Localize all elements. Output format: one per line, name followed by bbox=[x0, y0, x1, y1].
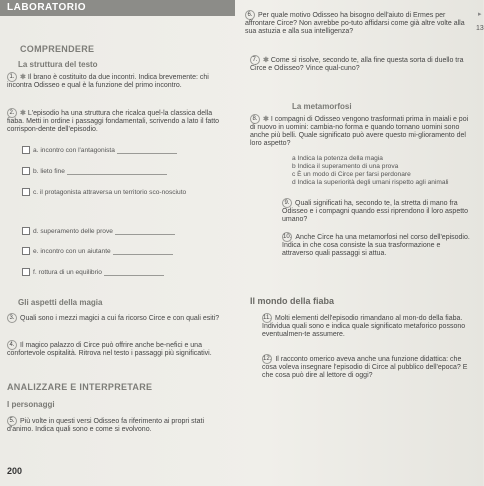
checkbox[interactable] bbox=[22, 227, 30, 235]
subsection-magia: Gli aspetti della magia bbox=[18, 298, 103, 307]
question-3 bbox=[7, 313, 225, 323]
question-text: Per quale motivo Odisseo ha bisogno dell'aiuto di Ermes per affrontare Circe? Non avrebbe po-tuto affidarsi come già altre volte alla sua astuzia e alla sua intelligenza? bbox=[245, 11, 465, 36]
question-7 bbox=[250, 55, 473, 73]
question-text: Più volte in questi versi Odisseo fa riferimento ai propri stati d'animo. Indica quali sono e come si evolvono. bbox=[7, 417, 205, 434]
question-text: Quali significati ha, secondo te, la stretta di mano fra Odisseo e i compagni quando essi riprendono il loro aspetto umano? bbox=[282, 199, 469, 224]
question-text: Il magico palazzo di Circe può offrire anche be-nefici e una confortevole ospitalità. Ritrova nel testo i passaggi più significativi. bbox=[7, 341, 212, 358]
checkbox[interactable] bbox=[22, 247, 30, 255]
subsection-fiaba: Il mondo della fiaba bbox=[250, 296, 335, 306]
question-number: 5. bbox=[7, 416, 17, 426]
option-e[interactable]: e. incontro con un aiutante bbox=[22, 247, 173, 255]
question-text: Quali sono i mezzi magici a cui fa ricorso Circe e con quali esiti? bbox=[20, 314, 220, 322]
question-number: 1. bbox=[7, 72, 17, 82]
q8-option-b[interactable]: b Indica il superamento di una prova bbox=[292, 163, 399, 170]
checkbox[interactable] bbox=[22, 146, 30, 154]
question-text: Molti elementi dell'episodio rimandano al mon-do della fiaba. Individua quali sono e indica quale significato metaforico possono eventualmen-te assumere. bbox=[262, 314, 466, 339]
question-text: Come si risolve, secondo te, alla fine questa sorta di duello tra Circe e Odisseo? Vince qual-cuno? bbox=[250, 56, 464, 73]
question-number: 12. bbox=[263, 356, 272, 362]
question-1 bbox=[7, 72, 225, 90]
section-comprendere: COMPRENDERE bbox=[20, 44, 95, 54]
question-number: 8. bbox=[250, 114, 260, 124]
question-text: Anche Circe ha una metamorfosi nel corso dell'episodio. Indica in che cosa consiste la sua trasformazione e attraverso quali passaggi si attua. bbox=[282, 233, 470, 258]
question-6 bbox=[245, 10, 473, 36]
star-icon: ✱ bbox=[263, 115, 269, 123]
side-question-number: 13 bbox=[476, 25, 484, 32]
page-number: 200 bbox=[7, 466, 23, 476]
question-text: Il brano è costituito da due incontri. Indica brevemente: chi incontra Odisseo e qual è la funzione del primo incontro. bbox=[7, 73, 209, 90]
checkbox[interactable] bbox=[22, 167, 30, 175]
q8-option-d[interactable]: d Indica la superiorità degli umani rispetto agli animali bbox=[292, 179, 449, 186]
section-analizzare: ANALIZZARE E INTERPRETARE bbox=[7, 382, 153, 392]
subsection-personaggi: I personaggi bbox=[7, 400, 55, 409]
laboratorio-banner: LABORATORIO bbox=[0, 0, 235, 16]
page-arrow-icon: ▸ bbox=[478, 11, 482, 18]
question-10 bbox=[282, 232, 473, 258]
question-12 bbox=[262, 354, 473, 380]
q8-option-a[interactable]: a Indica la potenza della magia bbox=[292, 155, 383, 162]
subsection-struttura: La struttura del testo bbox=[18, 60, 98, 69]
question-4 bbox=[7, 340, 225, 358]
q8-option-c[interactable]: c È un modo di Circe per farsi perdonare bbox=[292, 171, 411, 178]
option-b[interactable]: b. lieto fine bbox=[22, 167, 167, 175]
question-number: 10. bbox=[283, 234, 292, 240]
question-11 bbox=[262, 313, 473, 339]
option-c[interactable]: c. il protagonista attraversa un territorio sco-nosciuto bbox=[22, 188, 222, 196]
question-text: L'episodio ha una struttura che ricalca quel-la classica della fiaba. Metti in ordine i passaggi fondamentali, scrivendo a lato il fatto corrispon-dente dell'episodio. bbox=[7, 109, 220, 134]
question-number: 2. bbox=[7, 108, 17, 118]
question-5 bbox=[7, 416, 225, 434]
checkbox[interactable] bbox=[22, 188, 30, 196]
checkbox[interactable] bbox=[22, 268, 30, 276]
option-f[interactable]: f. rottura di un equilibrio bbox=[22, 268, 164, 276]
question-number: 4. bbox=[7, 340, 17, 350]
star-icon: ✱ bbox=[20, 109, 26, 117]
question-number: 9. bbox=[282, 198, 292, 208]
option-d[interactable]: d. superamento delle prove bbox=[22, 227, 175, 235]
question-8 bbox=[250, 114, 473, 149]
question-9 bbox=[282, 198, 473, 224]
question-2 bbox=[7, 108, 225, 134]
question-number: 11. bbox=[263, 315, 271, 321]
question-text: Il racconto omerico aveva anche una funzione didattica: che cosa voleva insegnare l'episodio di Circe al pubblico dell'epoca? E che cosa può dire al lettore di oggi? bbox=[262, 355, 468, 380]
question-text: I compagni di Odisseo vengono trasformati prima in maiali e poi di nuovo in uomini: cambia-no forma e quando tornano uomini sono anche più belli. Quale significato può avere questo mi-glioramento del loro aspetto? bbox=[250, 115, 469, 148]
question-number: 7. bbox=[250, 55, 260, 65]
question-number: 3. bbox=[7, 313, 17, 323]
question-number: 6. bbox=[245, 10, 255, 20]
subsection-metamorfosi: La metamorfosi bbox=[292, 102, 352, 111]
option-a[interactable]: a. incontro con l'antagonista bbox=[22, 146, 177, 154]
star-icon: ✱ bbox=[20, 73, 26, 81]
star-icon: ✱ bbox=[263, 56, 269, 64]
